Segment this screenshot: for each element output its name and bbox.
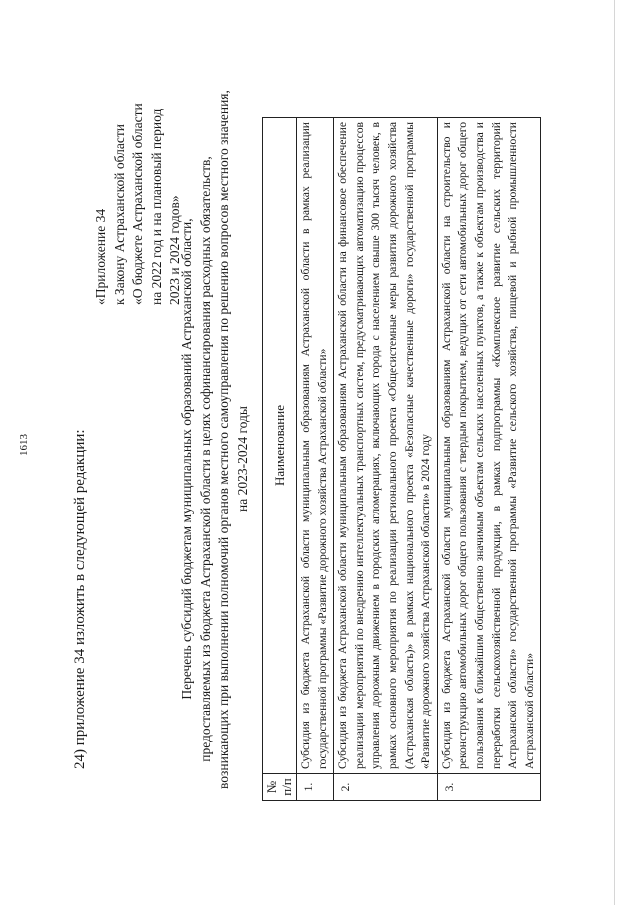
- document-title: [178, 90, 252, 789]
- appendix-line: 2023 и 2024 годов»: [167, 195, 182, 305]
- title-line: возникающих при выполнении полномочий органов местного самоуправления по решению вопросов местного значения,: [216, 90, 231, 789]
- row-number: 3.: [437, 774, 541, 801]
- subsidies-table: [262, 117, 541, 801]
- table-row: [437, 118, 541, 801]
- table-header-row: [263, 118, 297, 801]
- row-name: Субсидия из бюджета Астраханской области муниципальным образованиям Астраханской области на строительство и реконструкцию автомобильных дорог общего пользования с твердым покрытием, ведущих от сети автомобильных дорог общего пользования к ближайшим общественно значимым объектам сельских населенных пунктов, а также к объектам производства и переработки сельскохозяйственной продукции, в рамках подпрограммы «Комплексное развитие сельских территорий Астраханской области» государственной программы «Развитие сельского хозяйства, пищевой и рыбной промышленности Астраханской области»: [437, 118, 541, 774]
- title-line: Перечень субсидий бюджетам муниципальных образований Астраханской области,: [179, 218, 194, 700]
- table-row: [297, 118, 334, 801]
- appendix-line: к Закону Астраханской области: [111, 123, 127, 305]
- appendix-line: «Приложение 34: [93, 208, 108, 305]
- appendix-header: [92, 5, 185, 305]
- column-header-name: Наименование: [263, 118, 297, 774]
- title-line: предоставляемых из бюджета Астраханской области в целях софинансирования расходных обязательств,: [197, 156, 213, 762]
- table-row: [334, 118, 438, 801]
- row-number: 1.: [297, 774, 334, 801]
- row-name: Субсидия из бюджета Астраханской области муниципальным образованиям Астраханской области на финансовое обеспечение реализации мероприятий по внедрению интеллектуальных транспортных систем, предусматривающих автоматизацию процессов управления дорожным движением в городских агломерациях, включающих города с населением свыше 300 тысяч человек, в рамках основного мероприятия по реализации регионального проекта «Общесистемные меры развития дорожного хозяйства (Астраханская область)» в рамках национального проекта «Безопасные качественные дороги» государственной программы «Развитие дорожного хозяйства Астраханской области» в 2024 году: [334, 118, 438, 774]
- page-number: 1613: [18, 434, 30, 456]
- row-number: 2.: [334, 774, 438, 801]
- row-name: Субсидия из бюджета Астраханской области муниципальным образованиям Астраханской области в рамках реализации государственной программы «Развитие дорожного хозяйства Астраханской области»: [297, 118, 334, 774]
- appendix-line: «О бюджете Астраханской области: [130, 103, 145, 305]
- scan-edge-divider: [614, 0, 615, 905]
- appendix-line: на 2022 год и на плановый период: [148, 108, 164, 305]
- title-line: на 2023-2024 годы: [234, 406, 250, 512]
- amendment-intro: 24) приложение 34 изложить в следующей редакции:: [72, 429, 88, 769]
- column-header-number: № п/п: [263, 774, 297, 801]
